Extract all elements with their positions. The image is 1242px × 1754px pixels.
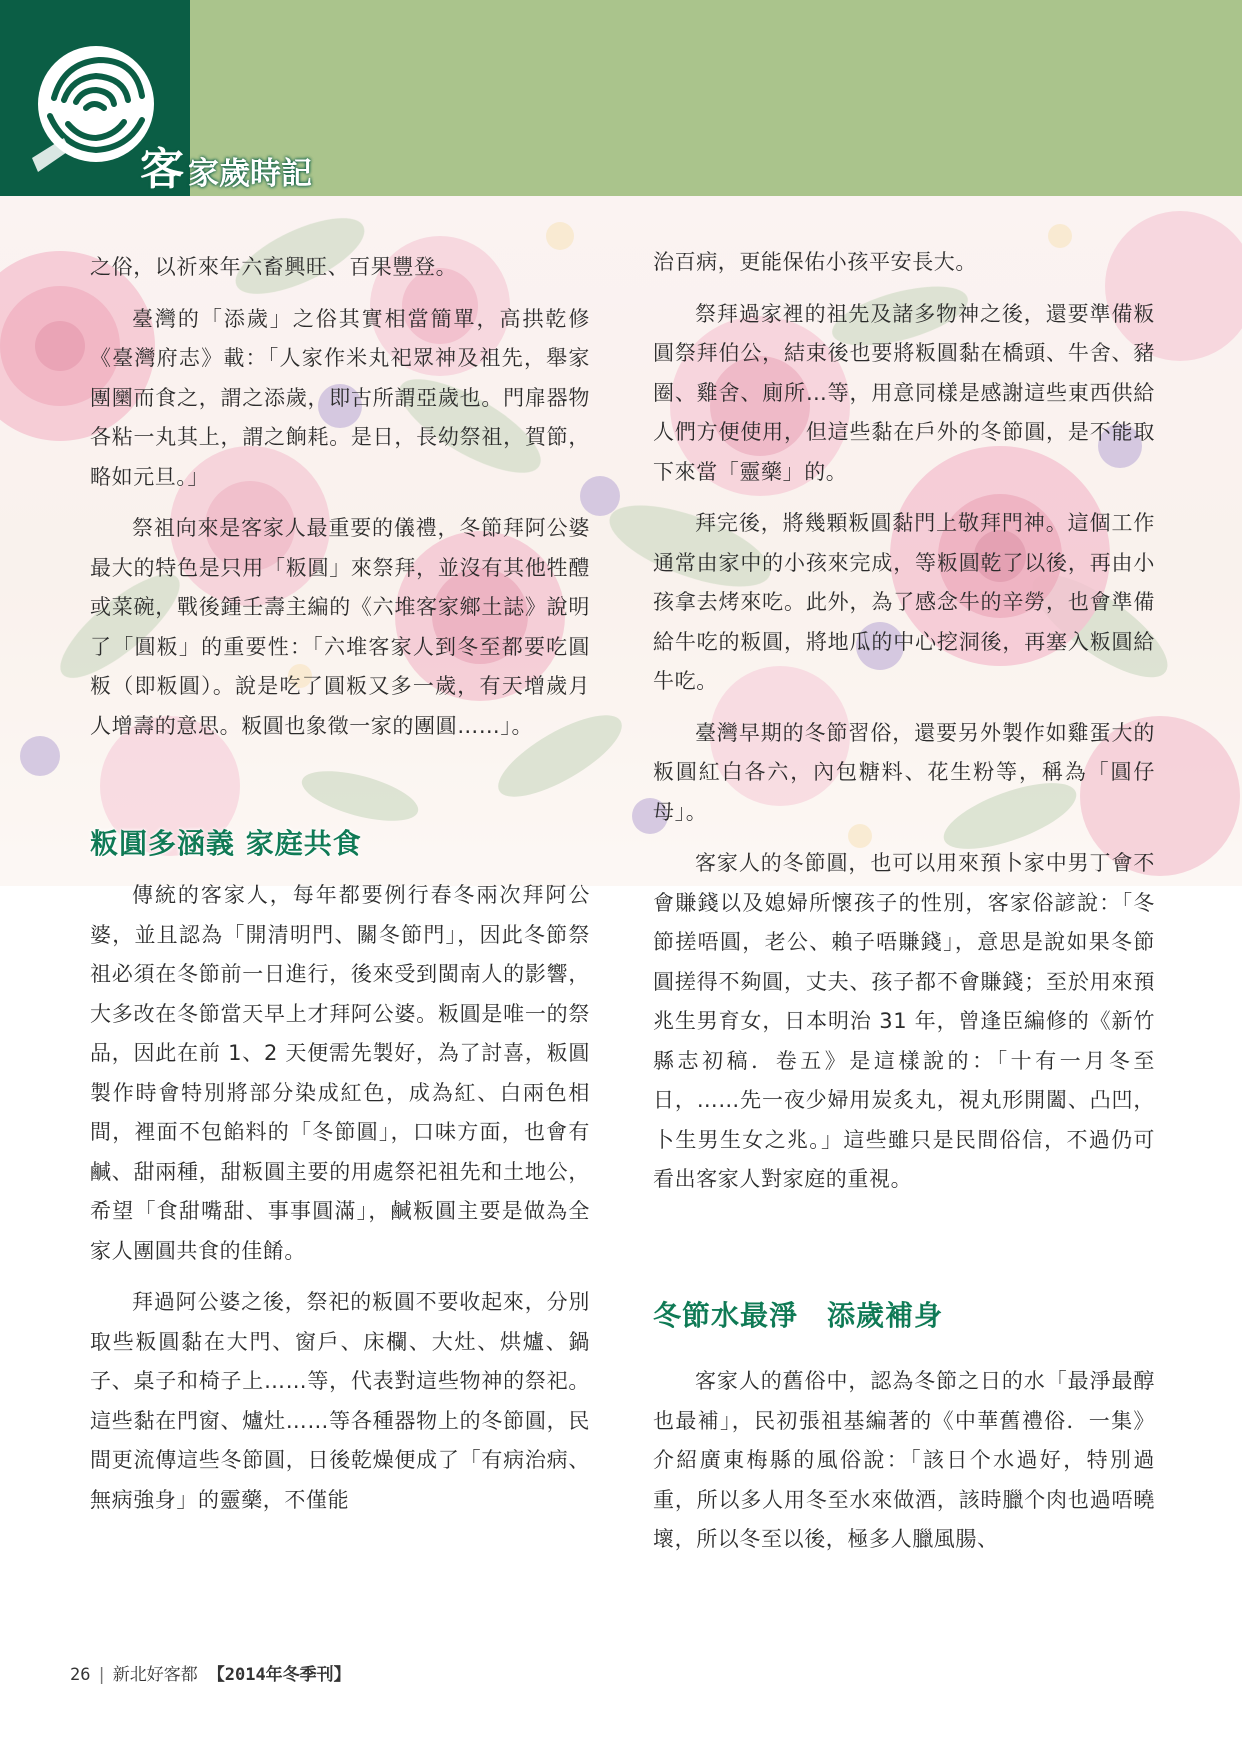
paragraph: 祭拜過家裡的祖先及諸多物神之後，還要準備粄圓祭拜伯公，結束後也要將粄圓黏在橋頭、牛舍、豬圈、雞舍、廁所…等，用意同樣是感謝這些東西供給人們方便使用，但這些黏在戶外的冬節圓，是不能取下來當「靈藥」的。 xyxy=(653,301,1155,484)
paragraph: 拜過阿公婆之後，祭祀的粄圓不要收起來，分別取些粄圓黏在大門、窗戶、床欄、大灶、烘爐、鍋子、桌子和椅子上……等，代表對這些物神的祭祀。這些黏在門窗、爐灶……等各種器物上的冬節圓，民間更流傳這些冬節圓，日後乾燥便成了「有病治病、無病強身」的靈藥，不僅能 xyxy=(90,1290,590,1512)
paragraph: 祭祖向來是客家人最重要的儀禮，冬節拜阿公婆最大的特色是只用「粄圓」來祭拜，並沒有其他牲醴或菜碗，戰後鍾壬壽主編的《六堆客家鄉土誌》說明了「圓粄」的重要性：「六堆客家人到冬至都要吃圓粄（即粄圓）。說是吃了圓粄又多一歲，有天增歲月人增壽的意思。粄圓也象徵一家的團圓……」。 xyxy=(90,516,590,738)
section-title-sub: 家歲時記 xyxy=(188,156,312,192)
paragraph: 拜完後，將幾顆粄圓黏門上敬拜門神。這個工作通常由家中的小孩來完成，等粄圓乾了以後，再由小孩拿去烤來吃。此外，為了感念牛的辛勞，也會準備給牛吃的粄圓，將地瓜的中心挖洞後，再塞入粄圓給牛吃。 xyxy=(653,511,1155,693)
section-title xyxy=(140,146,312,194)
left-column-bottom xyxy=(90,876,590,1532)
issue-label: 【2014年冬季刊】 xyxy=(207,1665,351,1685)
right-column-bottom xyxy=(653,1362,1155,1572)
paragraph: 治百病，更能保佑小孩平安長大。 xyxy=(653,250,977,274)
page-footer xyxy=(70,1660,351,1685)
footer-divider: | xyxy=(96,1665,107,1685)
paragraph: 客家人的冬節圓，也可以用來預卜家中男丁會不會賺錢以及媳婦所懷孩子的性別，客家俗諺說：「冬節搓唔圓，老公、賴子唔賺錢」，意思是說如果冬節圓搓得不夠圓，丈夫、孩子都不會賺錢；至於用來預兆生男育女，日本明治 31 年，曾逢臣編修的《新竹縣志初稿．卷五》是這樣說的：「十有一月冬至日，……先一夜少婦用炭炙丸，視丸形開闔、凸凹，卜生男生女之兆。」這些雖只是民間俗信，不過仍可看出客家人對家庭的重視。 xyxy=(653,851,1155,1191)
paragraph: 客家人的舊俗中，認為冬節之日的水「最淨最醇也最補」，民初張祖基編著的《中華舊禮俗．一集》介紹廣東梅縣的風俗說：「該日个水過好，特別過重，所以多人用冬至水來做酒，該時臘个肉也過唔曉壞，所以冬至以後，極多人臘風腸、 xyxy=(653,1369,1155,1551)
paragraph: 臺灣早期的冬節習俗，還要另外製作如雞蛋大的粄圓紅白各六，內包糖料、花生粉等，稱為「圓仔母」。 xyxy=(653,720,1155,824)
paragraph: 臺灣的「添歲」之俗其實相當簡單，高拱乾修《臺灣府志》載：「人家作米丸祀眾神及祖先，舉家團圞而食之，謂之添歲，即古所謂亞歲也。門扉器物各粘一丸其上，謂之餉耗。是日，長幼祭祖，賀節，略如元旦。」 xyxy=(90,306,590,489)
paragraph: 之俗，以祈來年六畜興旺、百果豐登。 xyxy=(90,255,458,279)
section-heading-left: 粄圓多涵義 家庭共食 xyxy=(90,827,362,860)
header-band xyxy=(190,0,1242,196)
section-heading-right: 冬節水最淨 添歲補身 xyxy=(653,1299,944,1332)
right-column-top xyxy=(653,243,1155,1212)
magazine-name: 新北好客都 xyxy=(112,1665,198,1685)
section-title-main: 客 xyxy=(140,144,184,195)
page-number: 26 xyxy=(70,1665,91,1685)
left-column-top xyxy=(90,248,590,758)
paragraph: 傳統的客家人，每年都要例行春冬兩次拜阿公婆，並且認為「開清明門、關冬節門」，因此冬節祭祖必須在冬節前一日進行，後來受到閩南人的影響，大多改在冬節當天早上才拜阿公婆。粄圓是唯一的祭品，因此在前 1、2 天便需先製好，為了討喜，粄圓製作時會特別將部分染成紅色，成為紅、白兩色相間，裡面不包餡料的「冬節圓」，口味方面，也會有鹹、甜兩種，甜粄圓主要的用處祭祀祖先和土地公，希望「食甜嘴甜、事事圓滿」，鹹粄圓主要是做為全家人團圓共食的佳餚。 xyxy=(90,883,590,1263)
